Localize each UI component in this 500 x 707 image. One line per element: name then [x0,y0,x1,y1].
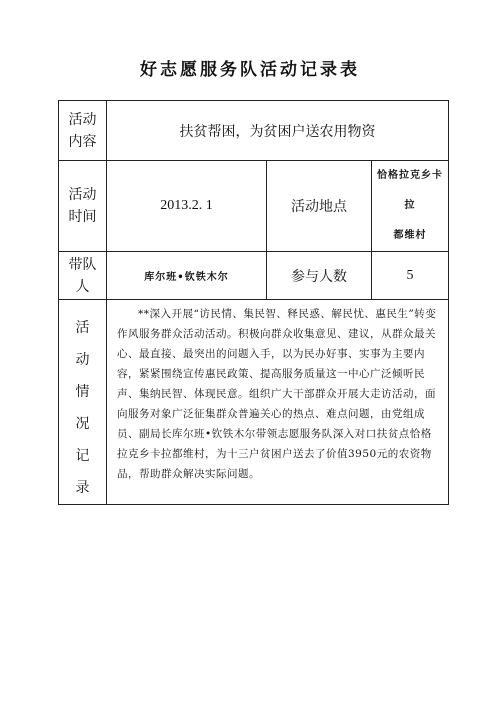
label-activity-time-text: 活动 时间 [68,187,97,225]
activity-date-value: 2013.2. 1 [107,161,267,252]
row-activity-time [59,161,449,252]
activity-record-table [58,100,449,505]
label-char-4: 记 [75,448,90,464]
location-line-2: 都维村 [393,230,427,241]
label-activity-content-text: 活动 内容 [68,111,97,150]
label-activity-record [59,300,107,505]
label-activity-time [59,161,107,252]
label-activity-content [59,101,107,161]
label-activity-location: 活动地点 [267,161,372,252]
label-char-2: 情 [75,384,90,400]
label-char-1: 动 [75,352,90,368]
row-activity-record [59,300,449,505]
label-char-5: 录 [75,480,90,496]
label-team-leader-text: 带队 人 [68,256,97,295]
label-char-3: 况 [75,416,90,432]
row-activity-content [59,101,449,161]
activity-record-text: **深入开展“访民情、集民智、释民惑、解民忧、惠民生”转变作风服务群众活动活动。积极向群众收集意见、建议，从群众最关心、最直接、最突出的问题入手，以为民办好事、实事为主要内容，紧紧围绕宣传惠民政策、提高服务质量这一中心广泛倾听民声、集纳民智、体现民意。组织广大干部群众开展大走访活动，面向服务对象广泛征集群众普遍关心的热点、难点问题，由党组成员、副局长库尔班•钦铁木尔带领志愿服务队深入对口扶贫点恰格拉克乡卡拉都维村，为十三户贫困户送去了价值3950元的农资物品，帮助群众解决实际问题。 [107,300,449,505]
label-participants: 参与人数 [267,252,372,300]
label-char-0: 活 [75,320,90,336]
participants-value: 5 [372,252,449,300]
label-team-leader [59,252,107,300]
row-team-leader [59,252,449,300]
location-line-1: 恰格拉克乡卡拉 [377,170,444,211]
activity-content-value: 扶贫帮困，为贫困户送农用物资 [107,101,449,161]
form-title: 好志愿服务队活动记录表 [140,60,360,80]
team-leader-value: 库尔班•钦铁木尔 [107,252,267,300]
activity-location-value [372,161,449,252]
